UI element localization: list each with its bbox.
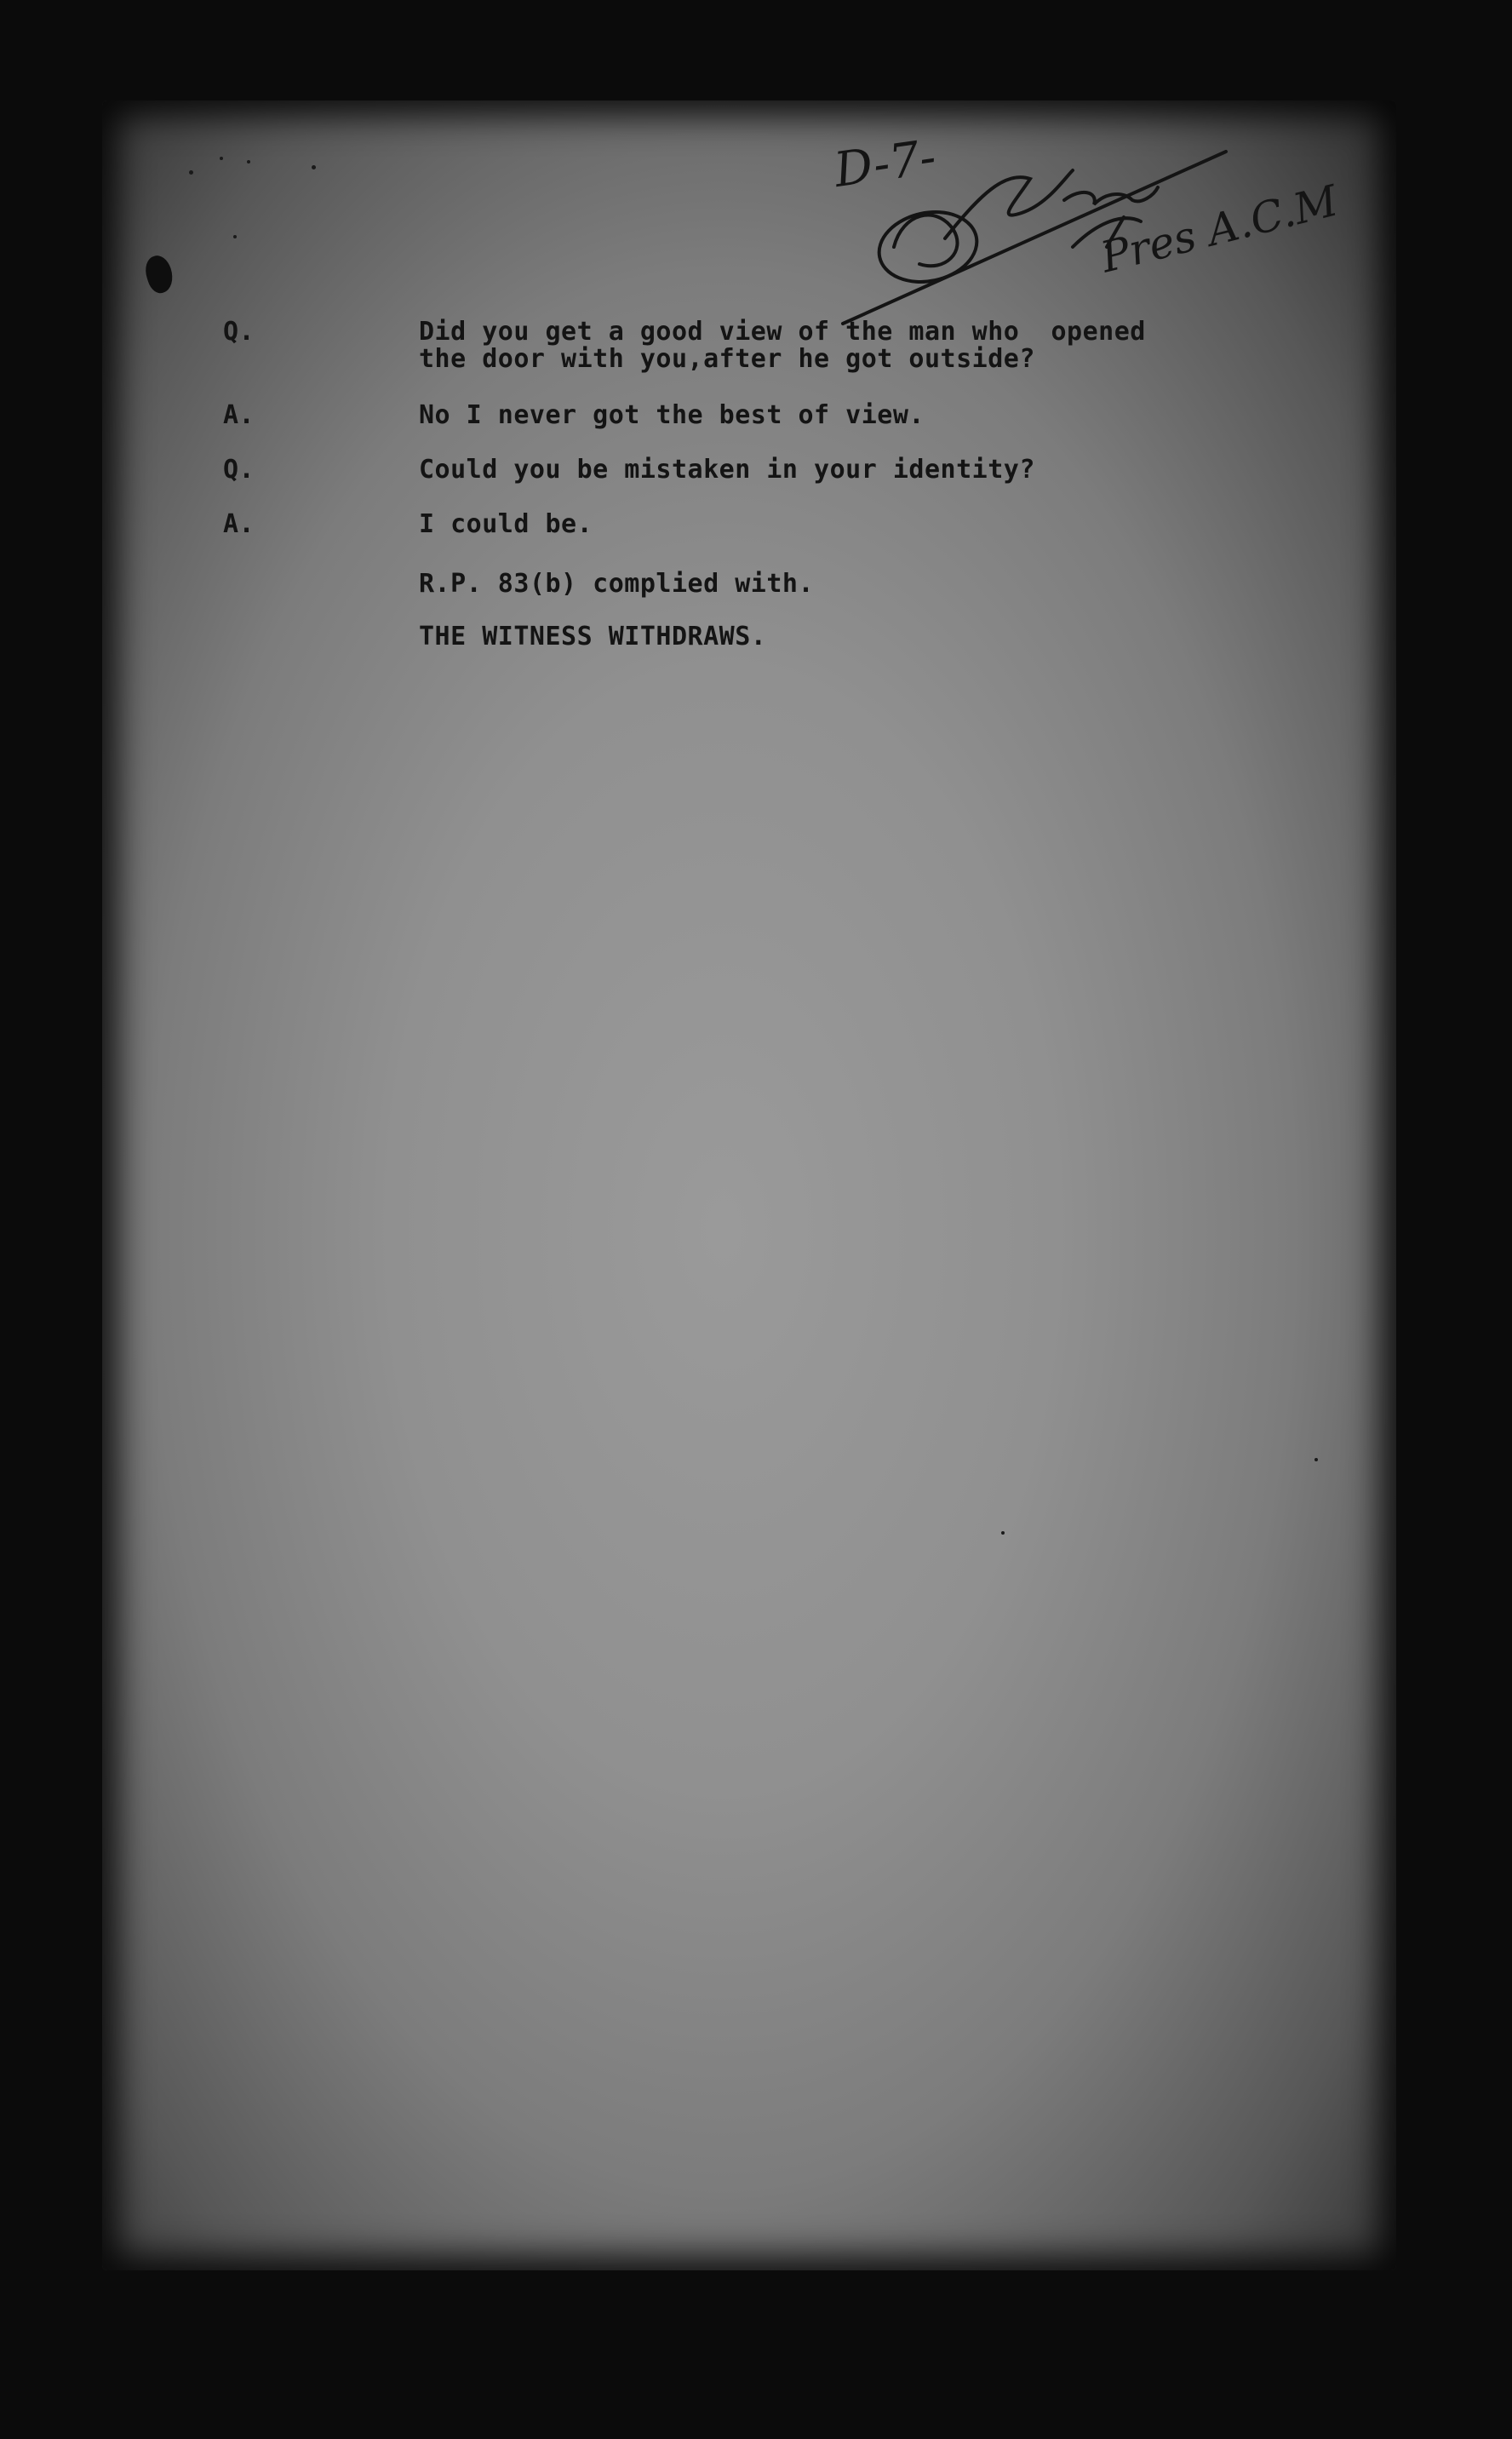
transcript-line: Could you be mistaken in your identity? (419, 455, 1035, 485)
speaker-label: Q. (223, 455, 255, 485)
transcript-line: I could be. (419, 509, 593, 539)
speck (247, 160, 250, 164)
transcript-line: THE WITNESS WITHDRAWS. (419, 622, 767, 651)
page-marker-handwritten: D-7- (831, 129, 940, 198)
speck (1001, 1531, 1005, 1535)
transcript-line: Did you get a good view of the man who opened the door with you,after he got outside? (419, 317, 1146, 374)
transcript-line: R.P. 83(b) complied with. (419, 569, 815, 599)
speaker-label: A. (223, 509, 255, 539)
speck (220, 157, 223, 160)
speck (189, 170, 193, 175)
speaker-label: Q. (223, 317, 255, 347)
speaker-label: A. (223, 400, 255, 430)
speck (1314, 1458, 1318, 1461)
transcript-line: No I never got the best of view. (419, 400, 925, 430)
speck (233, 235, 237, 238)
signature-note-handwritten: Pres A.C.M (1096, 175, 1343, 283)
speck (312, 165, 316, 169)
